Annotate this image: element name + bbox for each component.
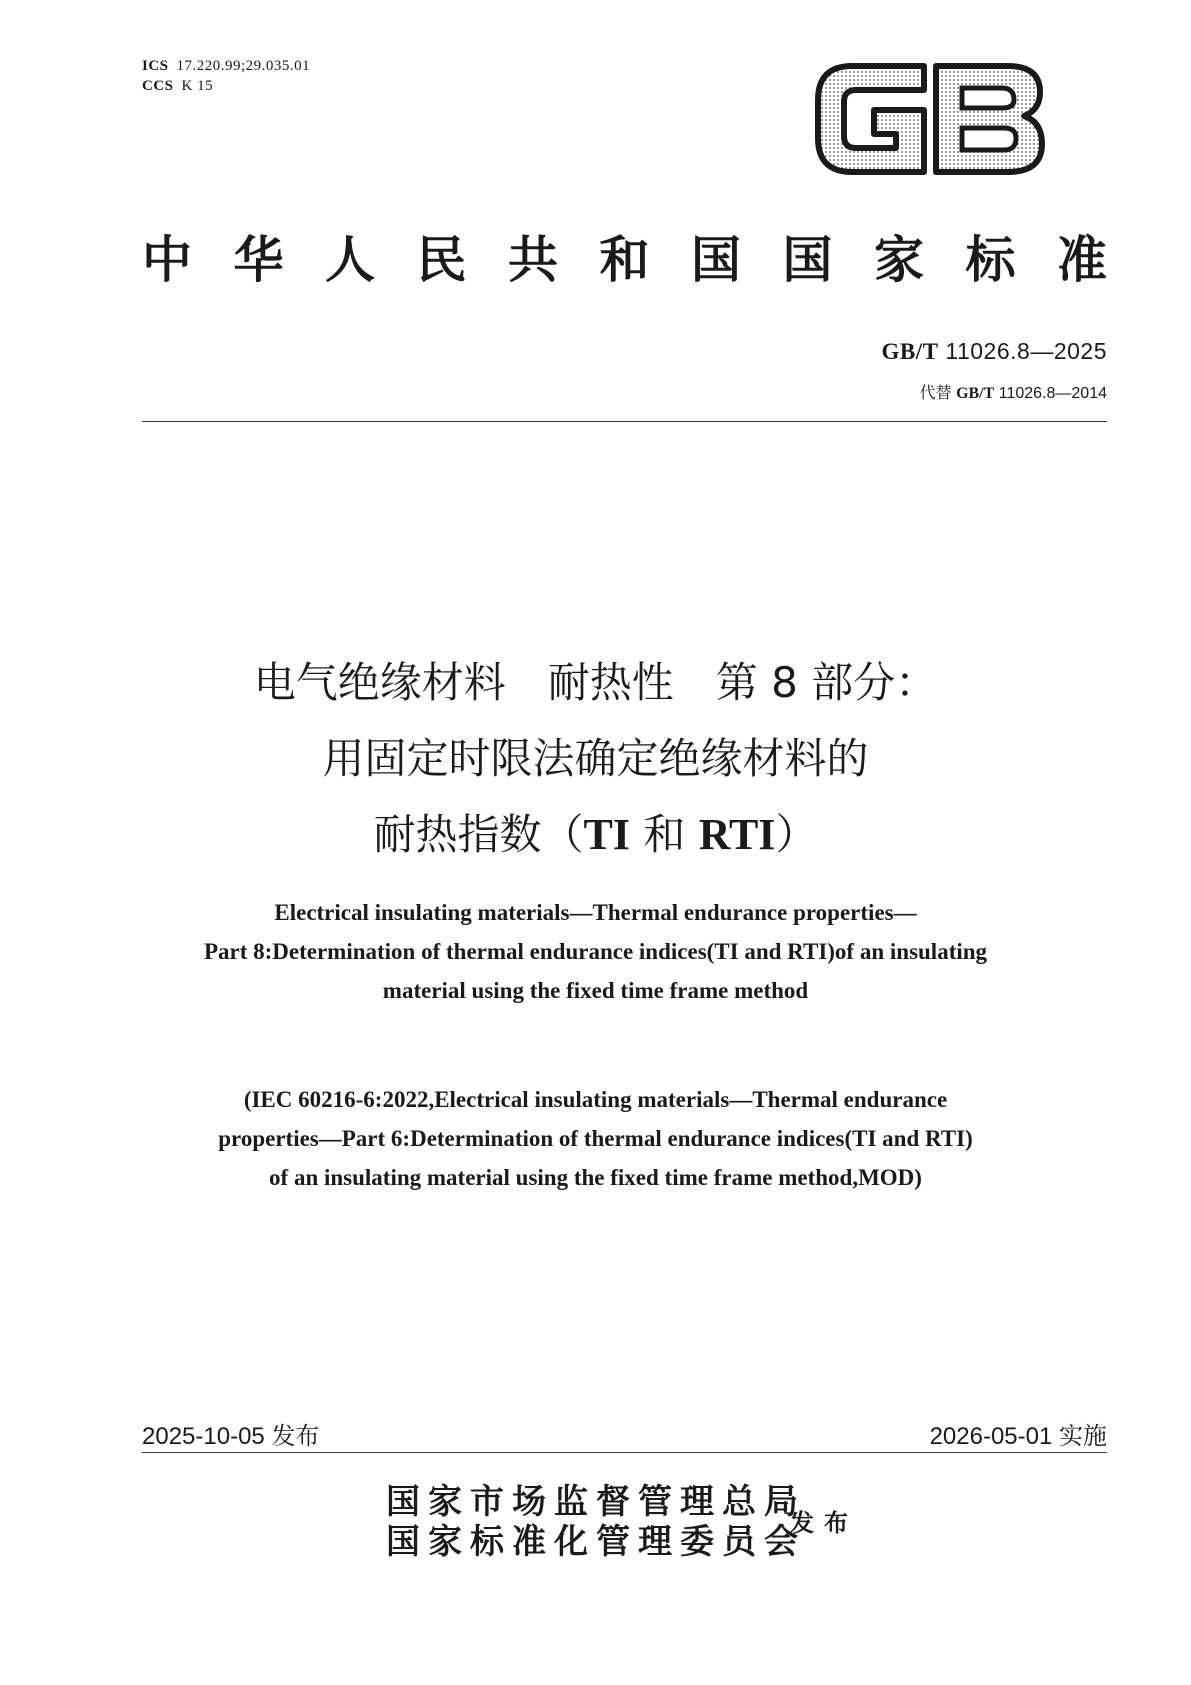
title-zh-line1: 电气绝缘材料 耐热性 第 8 部分： — [253, 658, 938, 707]
title-en-line3: material using the fixed time frame method — [382, 978, 809, 1003]
heading-char: 华 — [233, 231, 284, 289]
publisher-samr: 国家市场监督管理总局 — [386, 1482, 806, 1522]
ics-value: 17.220.99;29.035.01 — [176, 58, 311, 74]
publish-verb: 发布 — [790, 1508, 858, 1537]
heading-char: 准 — [1057, 231, 1107, 289]
title-en-line1: Electrical insulating materials—Thermal endurance properties— — [274, 900, 917, 925]
issue-date — [142, 1416, 319, 1451]
heading-char: 中 — [142, 231, 192, 289]
title-en-line2: Part 8:Determination of thermal endurance indices(TI and RTI)of an insulating — [203, 939, 988, 964]
standard-number-value: 11026.8—2025 — [945, 338, 1107, 364]
ics-code — [142, 56, 310, 76]
publisher-sac: 国家标准化管理委员会 — [386, 1522, 806, 1562]
implementation-date-label: 实施 — [1059, 1423, 1107, 1450]
title-zh-line3-ti: TI — [583, 810, 631, 859]
ccs-value: K 15 — [181, 78, 214, 94]
heading-char: 民 — [416, 231, 467, 289]
iec-line3: of an insulating material using the fixed time frame method,MOD) — [269, 1165, 922, 1190]
replaces-standard — [920, 380, 1107, 403]
issue-date-value: 2025-10-05 — [142, 1423, 265, 1450]
issue-date-label: 发布 — [271, 1423, 320, 1450]
heading-char: 共 — [508, 231, 558, 289]
heading-char: 家 — [874, 231, 924, 289]
ics-label: ICS — [142, 58, 169, 74]
title-zh-line3-rti: RTI — [698, 810, 776, 859]
title-english — [100, 893, 1091, 1010]
replaces-prefix: GB/T — [956, 385, 995, 402]
title-chinese — [100, 645, 1091, 873]
implementation-date — [930, 1416, 1107, 1451]
heading-char: 和 — [599, 231, 650, 289]
ccs-code — [142, 76, 310, 96]
classification-codes — [142, 56, 310, 96]
replaces-label: 代替 — [919, 385, 952, 402]
publishers — [386, 1482, 806, 1562]
gb-logo-icon — [812, 58, 1048, 180]
heading-char: 标 — [965, 231, 1016, 289]
iec-reference — [100, 1080, 1091, 1197]
title-zh-line3-mid: 和 — [630, 810, 699, 859]
iec-line1: (IEC 60216-6:2022,Electrical insulating materials—Thermal endurance — [243, 1087, 948, 1112]
header-divider — [142, 421, 1107, 422]
implementation-date-value: 2026-05-01 — [929, 1423, 1053, 1450]
national-standard-heading — [142, 228, 1107, 292]
title-zh-line3 — [100, 797, 1091, 873]
replaces-number: 11026.8—2014 — [998, 385, 1107, 402]
heading-char: 国 — [691, 231, 741, 289]
iec-line2: properties—Part 6:Determination of thermal endurance indices(TI and RTI) — [218, 1126, 973, 1151]
title-zh-line3-post: ） — [775, 810, 818, 859]
ccs-label: CCS — [142, 78, 174, 94]
standard-prefix: GB/T — [881, 339, 939, 364]
title-zh-line2: 用固定时限法确定绝缘材料的 — [322, 734, 869, 783]
standard-number — [882, 338, 1107, 365]
title-zh-line3-pre: 耐热指数（ — [373, 810, 584, 859]
heading-char: 国 — [782, 231, 833, 289]
heading-char: 人 — [325, 231, 375, 289]
footer-divider — [142, 1452, 1107, 1453]
